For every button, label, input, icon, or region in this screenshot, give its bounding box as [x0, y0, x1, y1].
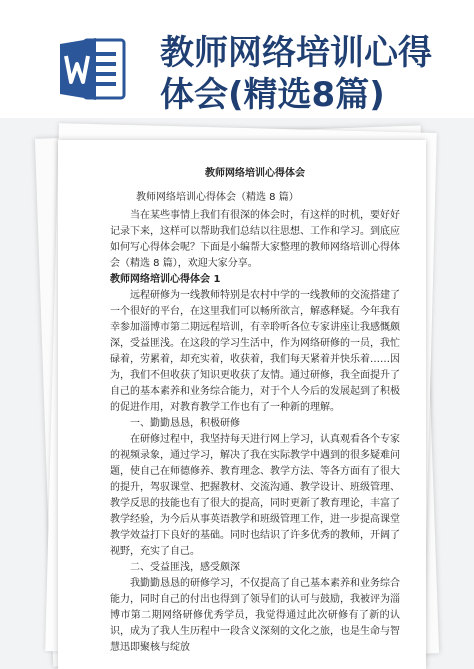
paragraph-1: 远程研修为一线教师特别是农村中学的一线教师的交流搭建了一个很好的平台，在这里我们可以畅所欲言，解惑释疑。今年我有幸参加淄博市第二期远程培训，有幸聆听各位专家讲座让我感慨颇深，受益匪浅。在这段的学习生活中，作为网络研修的一员，我忙碌着，劳累着，却充实着，收获着，我们每天紧着并快乐着……因为，我们不但收获了知识更收获了友情。通过研修，我全面提升了自己的基本素养和业务综合能力，对于个人今后的发展起到了积极的促进作用，对教育教学工作也有了一种新的理解。 [110, 290, 400, 413]
word-document-icon [60, 36, 126, 102]
banner-title-line-2: 体会(精选8篇) [160, 75, 385, 115]
banner-title [160, 32, 460, 116]
document-banner [0, 0, 474, 118]
banner-title-line-1: 教师网络培训心得 [160, 33, 432, 73]
section-heading: 教师网络培训心得体会 1 [110, 274, 221, 285]
paragraph-3: 我勤勤恳恳的研修学习，不仅提高了自己基本素养和业务综合能力，同时自己的付出也得到了领导们的认可与鼓励，我被评为淄博市第二期网络研修优秀学员，我觉得通过此次研修有了新的认识，成为了我人生历程中一段含义深刻的文化之旅，也是生命与智慧迅即聚核与绽放 [110, 578, 400, 653]
subheading-2: 二、受益匪浅，感受颇深 [130, 562, 240, 573]
document-subtitle: 教师网络培训心得体会（精选 8 篇） [136, 192, 299, 203]
paragraph-2: 在研修过程中，我坚持每天进行网上学习，认真观看各个专家的视频录象，通过学习，解决了我在实际教学中遇到的很多疑难问题，使自己在师德修养、教育理念、教学方法、等各方面有了很大的提升，驾驭课堂、把握教材、交流沟通、教学设计、班级管理、教学反思的技能也有了很大的提高，同时更新了教育理论，丰富了教学经验，为今后从事英语教学和班级管理工作，进一步提高课堂教学效益打下良好的基础。同时也结识了许多优秀的教师，开阔了视野，充实了自己。 [110, 434, 400, 557]
document-title: 教师网络培训心得体会 [205, 168, 305, 179]
intro-paragraph: 当在某些事情上我们有很深的体会时，有这样的时机，要好好记录下来，这样可以帮助我们总结以往思想、工作和学习。到底应如何写心得体会呢？下面是小编帮大家整理的教师网络培训心得体会（精选 8 篇），欢迎大家分享。 [110, 210, 400, 269]
document-body [110, 166, 400, 656]
document-page [58, 140, 426, 669]
subheading-1: 一、勤勤恳恳，积极研修 [130, 418, 240, 429]
